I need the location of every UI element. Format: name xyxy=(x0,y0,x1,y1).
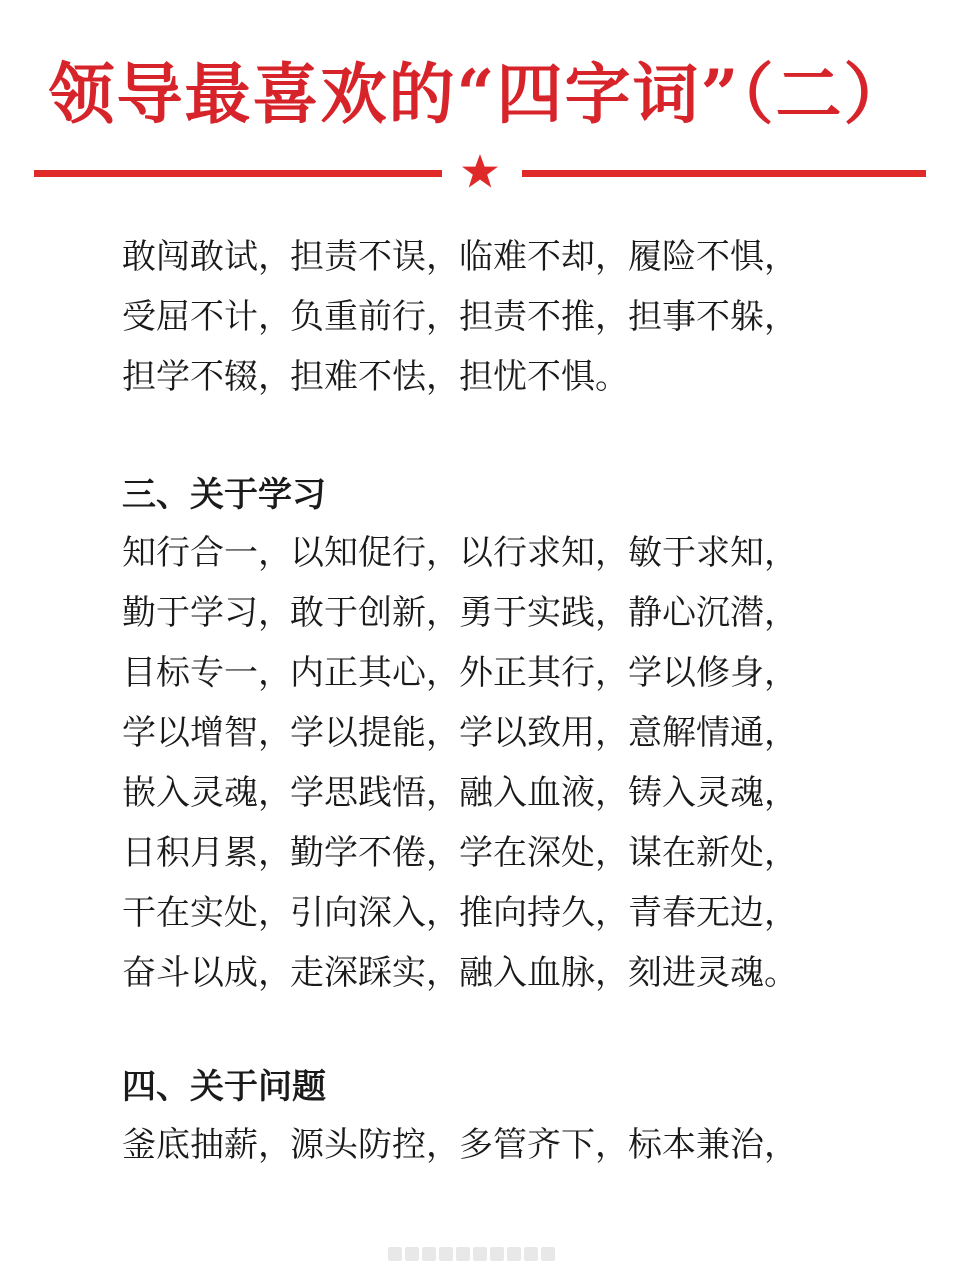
page-title: 领导最喜欢的“四字词”（二） xyxy=(48,55,912,133)
term: 釜底抽薪， xyxy=(122,1125,292,1165)
section-heading-problems: 四、关于问题 xyxy=(122,1067,326,1107)
term: 敢闯敢试， xyxy=(122,237,292,277)
term: 学思践悟， xyxy=(290,773,460,813)
divider-line-right xyxy=(522,170,926,177)
term: 嵌入灵魂， xyxy=(122,773,292,813)
term: 受屈不计， xyxy=(122,297,292,337)
term: 担责不推， xyxy=(459,297,629,337)
term: 学以提能， xyxy=(290,713,460,753)
term: 融入血脉， xyxy=(459,953,629,993)
term: 源头防控， xyxy=(290,1125,460,1165)
term: 标本兼治， xyxy=(628,1125,798,1165)
term: 多管齐下， xyxy=(459,1125,629,1165)
term: 外正其行， xyxy=(459,653,629,693)
title-divider xyxy=(34,152,926,196)
section-heading-learning: 三、关于学习 xyxy=(122,475,326,515)
term: 履险不惧， xyxy=(628,237,798,277)
term: 担难不怯， xyxy=(290,357,460,397)
term: 推向持久， xyxy=(459,893,629,933)
term: 青春无边， xyxy=(628,893,798,933)
term: 学以增智， xyxy=(122,713,292,753)
term: 勤于学习， xyxy=(122,593,292,633)
term: 走深踩实， xyxy=(290,953,460,993)
term: 学在深处， xyxy=(459,833,629,873)
term: 引向深入， xyxy=(290,893,460,933)
term: 临难不却， xyxy=(459,237,629,277)
star-icon xyxy=(460,152,500,192)
term: 敢于创新， xyxy=(290,593,460,633)
term: 干在实处， xyxy=(122,893,292,933)
term: 担责不误， xyxy=(290,237,460,277)
term: 静心沉潜， xyxy=(628,593,798,633)
term: 融入血液， xyxy=(459,773,629,813)
term: 谋在新处， xyxy=(628,833,798,873)
term: 日积月累， xyxy=(122,833,292,873)
term: 担忧不惧。 xyxy=(459,357,629,397)
term: 意解情通， xyxy=(628,713,798,753)
term: 敏于求知， xyxy=(628,533,798,573)
term: 负重前行， xyxy=(290,297,460,337)
term: 内正其心， xyxy=(290,653,460,693)
term: 担学不辍， xyxy=(122,357,292,397)
term: 勇于实践， xyxy=(459,593,629,633)
divider-line-left xyxy=(34,170,442,177)
term: 知行合一， xyxy=(122,533,292,573)
term: 奋斗以成， xyxy=(122,953,292,993)
term: 担事不躲， xyxy=(628,297,798,337)
term: 学以致用， xyxy=(459,713,629,753)
term: 学以修身， xyxy=(628,653,798,693)
term: 以行求知， xyxy=(459,533,629,573)
term: 勤学不倦， xyxy=(290,833,460,873)
term: 刻进灵魂。 xyxy=(628,953,798,993)
term: 目标专一， xyxy=(122,653,292,693)
term: 以知促行， xyxy=(290,533,460,573)
watermark-placeholder xyxy=(388,1246,574,1260)
term: 铸入灵魂， xyxy=(628,773,798,813)
